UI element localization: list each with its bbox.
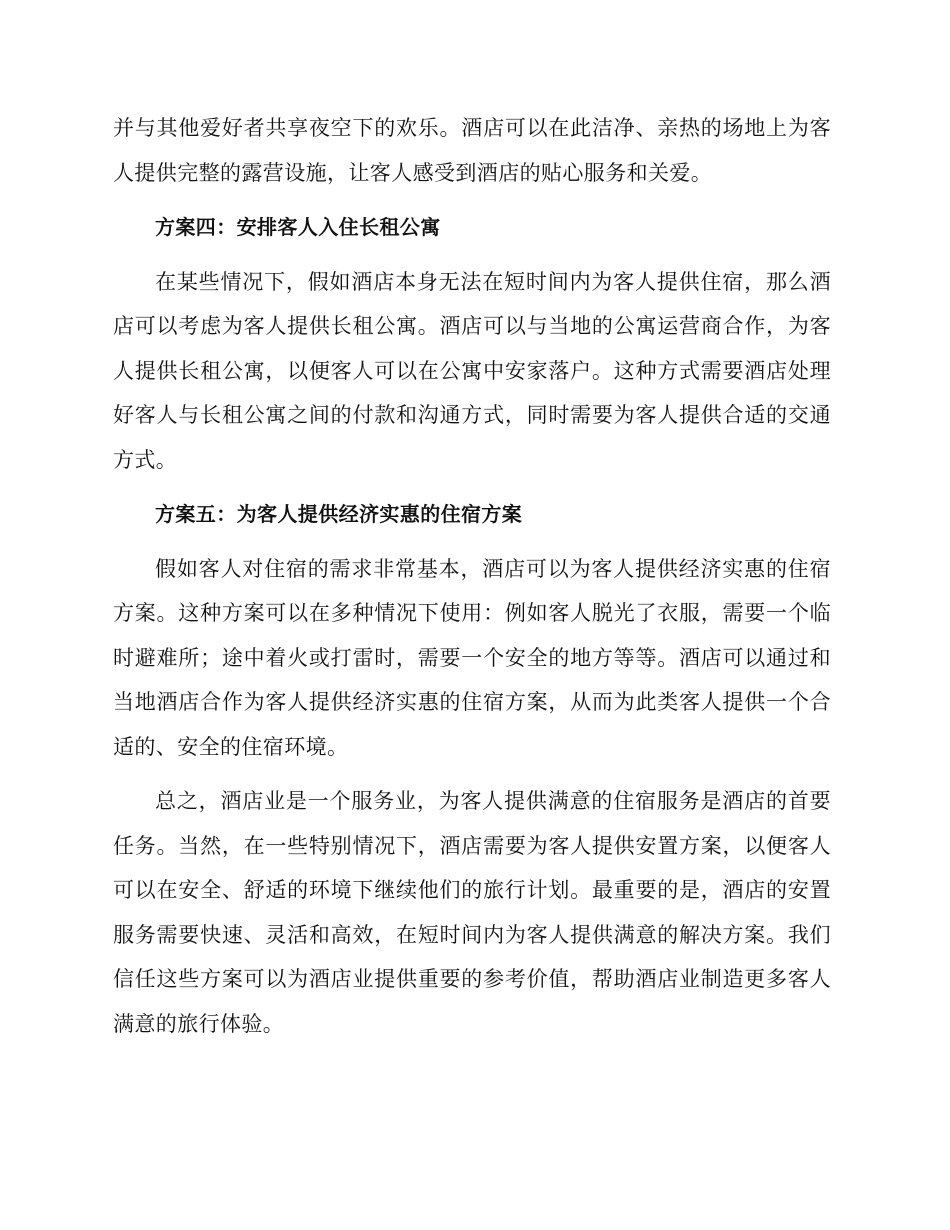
paragraph-conclusion: 总之，酒店业是一个服务业，为客人提供满意的住宿服务是酒店的首要任务。当然，在一些特别情况下，酒店需要为客人提供安置方案，以便客人可以在安全、舒适的环境下继续他们的旅行计划。最重要的是，酒店的安置服务需要快速、灵活和高效，在短时间内为客人提供满意的解决方案。我们信任这些方案可以为酒店业提供重要的参考价值，帮助酒店业制造更多客人满意的旅行体验。 <box>113 789 831 1036</box>
document-body <box>113 106 831 1056</box>
paragraph-plan-5: 假如客人对住宿的需求非常基本，酒店可以为客人提供经济实惠的住宿方案。这种方案可以在多种情况下使用：例如客人脱光了衣服，需要一个临时避难所；途中着火或打雷时，需要一个安全的地方等等。酒店可以通过和当地酒店合作为客人提供经济实惠的住宿方案，从而为此类客人提供一个合适的、安全的住宿环境。 <box>113 556 831 759</box>
paragraph-plan-4: 在某些情况下，假如酒店本身无法在短时间内为客人提供住宿，那么酒店可以考虑为客人提供长租公寓。酒店可以与当地的公寓运营商合作，为客人提供长租公寓，以便客人可以在公寓中安家落户。这种方式需要酒店处理好客人与长租公寓之间的付款和沟通方式，同时需要为客人提供合适的交通方式。 <box>113 269 831 472</box>
section-heading-plan-5: 方案五：为客人提供经济实惠的住宿方案 <box>155 502 523 526</box>
section-heading-plan-4: 方案四：安排客人入住长租公寓 <box>155 215 441 239</box>
paragraph-continued: 并与其他爱好者共享夜空下的欢乐。酒店可以在此洁净、亲热的场地上为客人提供完整的露营设施，让客人感受到酒店的贴心服务和关爱。 <box>113 116 831 185</box>
